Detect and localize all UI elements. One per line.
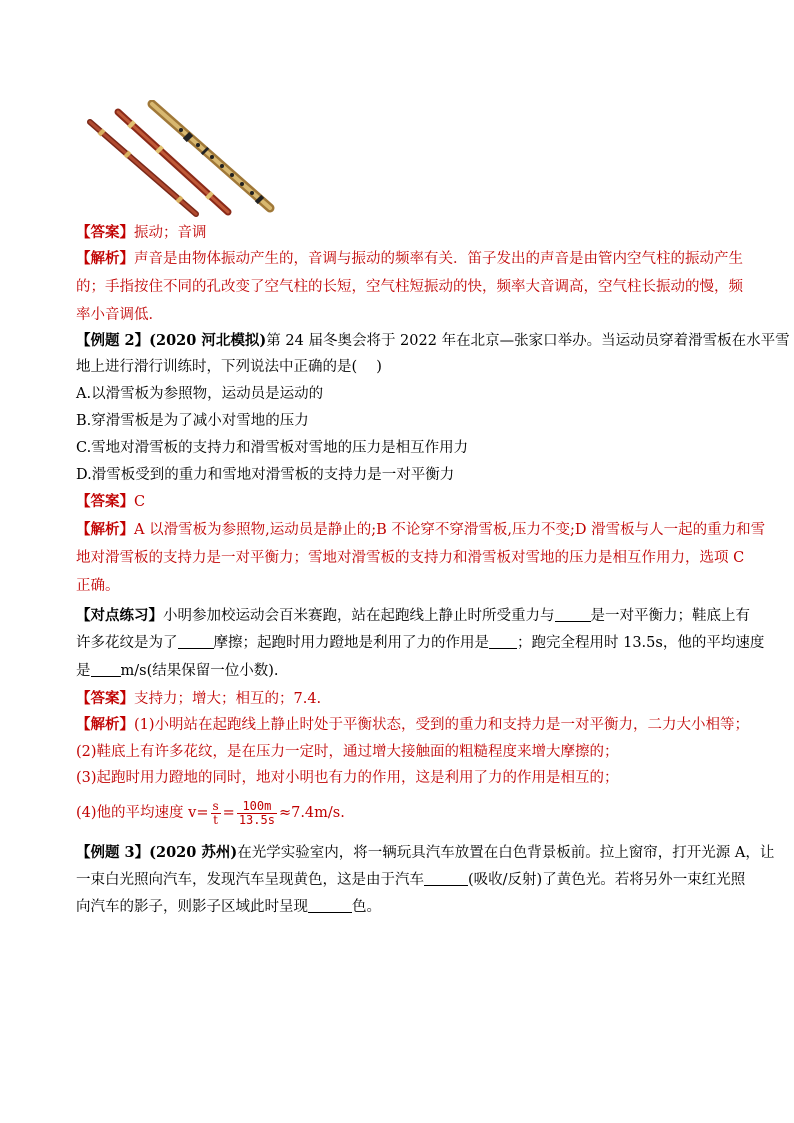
analysis-tag: 【解析】	[76, 250, 134, 267]
analysis-2-line-1: 【解析】A 以滑雪板为参照物,运动员是静止的;B 不论穿不穿滑雪板,压力不变;D 滑雪板与人一起的重力和雪	[76, 521, 766, 538]
fill-blank-6[interactable]	[308, 898, 352, 913]
practice-line-3: 是 m/s(结果保留一位小数).	[76, 663, 279, 679]
example-tag: 【例题 2】	[76, 332, 150, 349]
analysis-1-line-1: 【解析】声音是由物体振动产生的，音调与振动的频率有关．笛子发出的声音是由管内空气柱的振动产生	[76, 250, 743, 267]
example-2-line-1: 【例题 2】(2020 河北模拟)第 24 届冬奥会将于 2022 年在北京—张家口举办。当运动员穿着滑雪板在水平雪	[76, 332, 790, 349]
answer-tag: 【答案】	[76, 690, 134, 707]
option-a: A.以滑雪板为参照物，运动员是运动的	[76, 386, 324, 402]
answer-text: 振动；音调	[134, 225, 207, 241]
answer-tag: 【答案】	[76, 224, 134, 241]
analysis-3-line-2: (2)鞋底上有许多花纹，是在压力一定时，通过增大接触面的粗糙程度来增大摩擦的；	[76, 744, 619, 760]
analysis-tag: 【解析】	[76, 521, 134, 538]
example-3-line-3: 向汽车的影子，则影子区域此时呈现 色。	[76, 899, 381, 915]
answer-text: 支持力；增大；相互的；7.4.	[134, 691, 322, 707]
fill-blank-2[interactable]	[178, 634, 214, 649]
analysis-3-line-3: (3)起跑时用力蹬地的同时，地对小明也有力的作用，这是利用了力的作用是相互的；	[76, 770, 619, 786]
practice-tag: 【对点练习】	[76, 607, 163, 624]
analysis-tag: 【解析】	[76, 716, 134, 733]
fill-blank-3[interactable]	[489, 634, 517, 649]
example-2-line-2: 地上进行滑行训练时，下列说法中正确的是( )	[76, 359, 382, 375]
answer-1	[76, 222, 756, 244]
analysis-3-line-1: 【解析】(1)小明站在起跑线上静止时处于平衡状态，受到的重力和支持力是一对平衡力，二力大小相等；	[76, 716, 750, 733]
answer-tag: 【答案】	[76, 493, 134, 510]
analysis-2-line-2: 地对滑雪板的支持力是一对平衡力；雪地对滑雪板的支持力和滑雪板对雪地的压力是相互作用力，选项 C	[76, 550, 745, 566]
option-c: C.雪地对滑雪板的支持力和滑雪板对雪地的压力是相互作用力	[76, 440, 469, 456]
fill-blank-1[interactable]	[555, 607, 591, 622]
fill-blank-5[interactable]	[424, 871, 468, 886]
analysis-1-line-2: 的；手指按住不同的孔改变了空气柱的长短，空气柱短振动的快，频率大音调高，空气柱长振动的慢，频	[76, 279, 743, 295]
fraction-s-over-t: $\frac{s}{t}$	[212, 798, 219, 827]
three-flutes-image	[86, 100, 276, 218]
answer-2	[76, 491, 756, 513]
option-d: D.滑雪板受到的重力和雪地对滑雪板的支持力是一对平衡力	[76, 467, 455, 483]
answer-3	[76, 688, 756, 710]
analysis-1-line-3: 率小音调低．	[76, 307, 163, 323]
example-source: (2020 苏州)	[149, 844, 238, 861]
practice-line-1: 【对点练习】小明参加校运动会百米赛跑，站在起跑线上静止时所受重力与 是一对平衡力；鞋底上有	[76, 607, 750, 624]
example-source: (2020 河北模拟)	[149, 332, 267, 349]
answer-text: C	[134, 494, 146, 510]
practice-line-2: 许多花纹是为了 摩擦；起跑时用力蹬地是利用了力的作用是 ；跑完全程用时 13.5s，他的平均速度	[76, 635, 765, 651]
fraction-values: $\frac{100m}{13.5s}$	[238, 798, 275, 827]
fill-blank-4[interactable]	[91, 662, 121, 677]
option-b: B.穿滑雪板是为了减小对雪地的压力	[76, 413, 309, 429]
example-tag: 【例题 3】	[76, 844, 150, 861]
example-3-line-2: 一束白光照向汽车，发现汽车呈现黄色，这是由于汽车 (吸收/反射)了黄色光。若将另外一束红光照	[76, 872, 746, 888]
analysis-2-line-3: 正确。	[76, 578, 120, 594]
example-3-line-1: 【例题 3】(2020 苏州)在光学实验室内，将一辆玩具汽车放置在白色背景板前。拉上窗帘，打开光源 A，让	[76, 844, 775, 861]
analysis-3-line-4: (4)他的平均速度 v= $\frac{s}{t}$ = $\frac{100m}{13.5s}$ ≈7.4m/s.	[76, 798, 345, 827]
